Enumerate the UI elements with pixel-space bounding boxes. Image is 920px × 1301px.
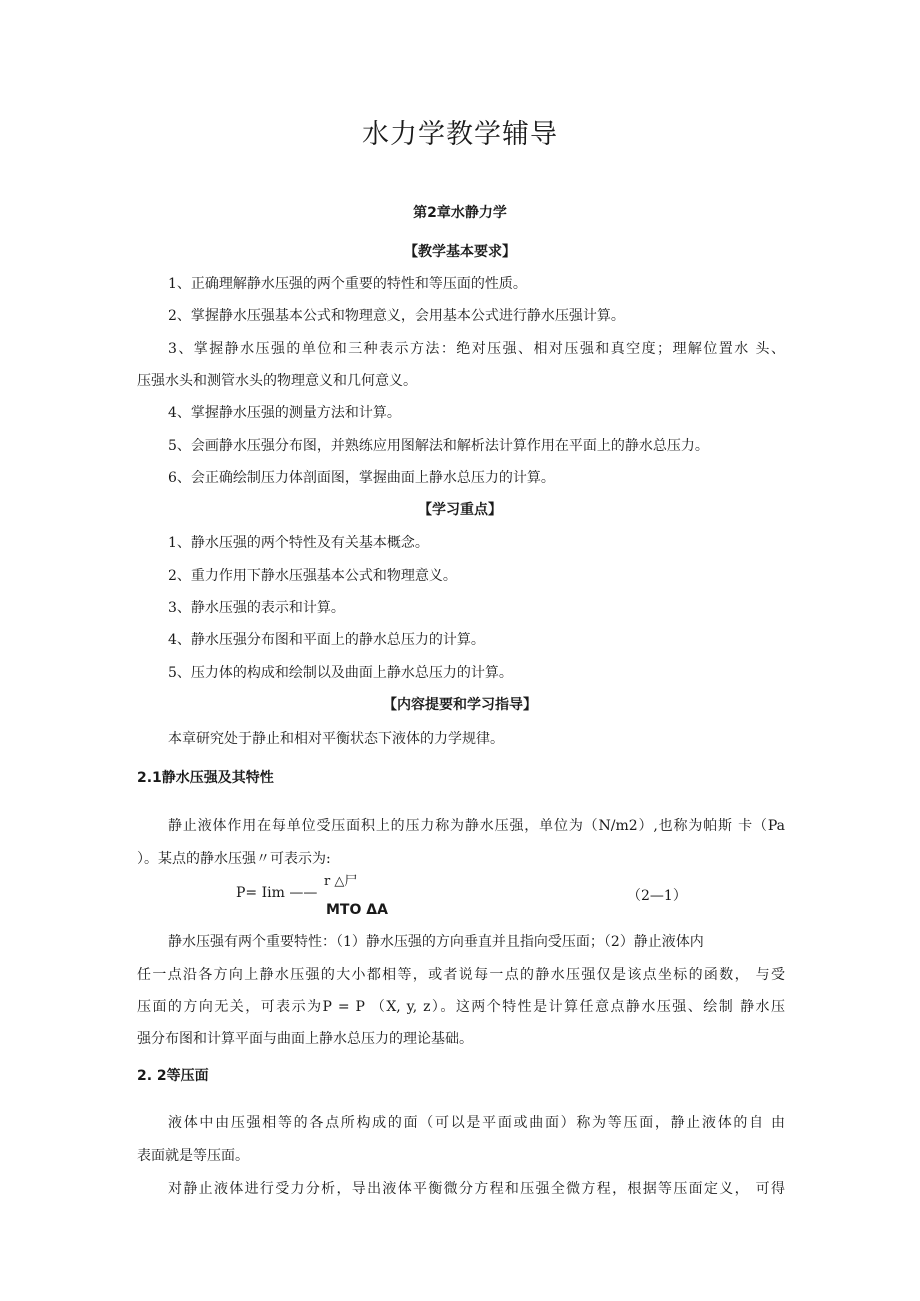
requirement-item: 1、正确理解静水压强的两个重要的特性和等压面的性质。 <box>168 276 527 292</box>
chapter-title: 第2章水静力学 <box>413 205 507 221</box>
requirement-item: 6、会正确绘制压力体剖面图，掌握曲面上静水总压力的计算。 <box>168 470 555 486</box>
section-2-2-title: 2. 2等压面 <box>137 1068 209 1084</box>
keypoint-item: 5、压力体的构成和绘制以及曲面上静水总压力的计算。 <box>168 665 513 681</box>
keypoints-heading: 【学习重点】 <box>418 502 502 518</box>
paragraph-line: 静水压强有两个重要特性：（1）静水压强的方向垂直并且指向受压面；（2）静止液体内 <box>168 934 704 950</box>
paragraph-line: 对静止液体进行受力分析，导出液体平衡微分方程和压强全微方程，根据等压面定义， 可得 <box>168 1181 785 1197</box>
requirement-item: 3、掌握静水压强的单位和三种表示方法：绝对压强、相对压强和真空度；理解位置水 头、 <box>168 341 785 357</box>
paragraph-line: 表面就是等压面。 <box>137 1148 249 1164</box>
requirement-item: 2、掌握静水压强基本公式和物理意义，会用基本公式进行静水压强计算。 <box>168 308 625 324</box>
requirements-heading: 【教学基本要求】 <box>404 244 516 260</box>
summary-heading: 【内容提要和学习指导】 <box>383 697 537 713</box>
document-title: 水力学教学辅导 <box>362 119 558 150</box>
paragraph-line: ）。某点的静水压强〃可表示为: <box>137 851 331 867</box>
formula-denominator: MTO ΔA <box>326 902 388 918</box>
paragraph-line: 静止液体作用在每单位受压面积上的压力称为静水压强，单位为（N/m2）,也称为帕斯 卡（Pa <box>168 818 785 834</box>
summary-intro: 本章研究处于静止和相对平衡状态下液体的力学规律。 <box>168 731 504 747</box>
requirement-item: 4、掌握静水压强的测量方法和计算。 <box>168 405 401 421</box>
keypoint-item: 4、静水压强分布图和平面上的静水总压力的计算。 <box>168 632 485 648</box>
keypoint-item: 2、重力作用下静水压强基本公式和物理意义。 <box>168 568 457 584</box>
paragraph-line: 液体中由压强相等的各点所构成的面（可以是平面或曲面）称为等压面，静止液体的自 由 <box>168 1115 785 1131</box>
requirement-item: 5、会画静水压强分布图，并熟练应用图解法和解析法计算作用在平面上的静水总压力。 <box>168 438 709 454</box>
paragraph-line: 强分布图和计算平面与曲面上静水总压力的理论基础。 <box>137 1031 473 1047</box>
paragraph-line: 压面的方向无关，可表示为P = P （X, y, z）。这两个特性是计算任意点静水压强、绘制 静水压 <box>137 999 785 1015</box>
formula-number: （2—1） <box>627 888 687 904</box>
formula-numerator: r △尸 <box>324 874 358 889</box>
keypoint-item: 1、静水压强的两个特性及有关基本概念。 <box>168 535 429 551</box>
requirement-item-continued: 压强水头和测管水头的物理意义和几何意义。 <box>137 373 417 389</box>
formula-left: P= Iim —— <box>236 885 318 901</box>
keypoint-item: 3、静水压强的表示和计算。 <box>168 600 345 616</box>
section-2-1-title: 2.1静水压强及其特性 <box>137 770 274 786</box>
paragraph-line: 任一点沿各方向上静水压强的大小都相等，或者说每一点的静水压强仅是该点坐标的函数， 与受 <box>137 967 785 983</box>
